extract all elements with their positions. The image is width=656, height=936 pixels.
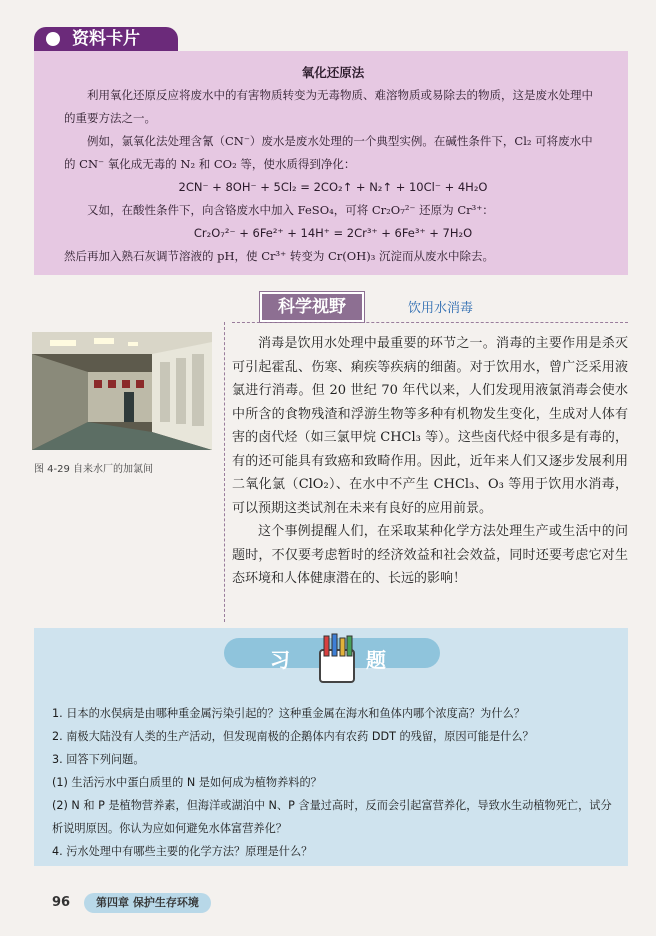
article-paragraph-2: 这个事例提醒人们，在采取某种化学方法处理生产或生活中的问题时，不仅要考虑暂时的经济效益和社会效益，同时还要考虑它对生态环境和人体健康潜在的、长远的影响！: [232, 524, 628, 586]
card-paragraph-1: 利用氧化还原反应将废水中的有害物质转变为无毒物质、难溶物质或易除去的物质，这是废水处理中的重要方法之一。: [64, 88, 593, 125]
science-vision-badge: 科学视野: [260, 292, 364, 322]
science-vision-article: [232, 332, 628, 591]
card-paragraph-3: 又如，在酸性条件下，向含铬废水中加入 FeSO₄，可将 Cr₂O₇²⁻ 还原为 Cr³⁺：: [87, 203, 494, 217]
exercises-heading-left: 习: [270, 648, 290, 672]
page-number: 96: [52, 895, 71, 910]
chapter-label: 第四章 保护生存环境: [84, 893, 211, 913]
exercise-item: 4. 污水处理中有哪些主要的化学方法？原理是什么？: [52, 845, 313, 858]
divider: [232, 322, 628, 323]
divider: [224, 322, 225, 622]
material-card: [34, 51, 628, 275]
exercise-item: (1) 生活污水中蛋白质里的 N 是如何成为植物养料的？: [52, 776, 322, 789]
material-card-tab: [34, 27, 178, 51]
card-title: 氧化还原法: [301, 65, 365, 80]
exercise-item: 1. 日本的水俣病是由哪种重金属污染引起的？这种重金属在海水和鱼体内哪个浓度高？为什么？: [52, 707, 525, 720]
exercises-section: [34, 628, 628, 866]
exercise-item: 3. 回答下列问题。: [52, 753, 145, 766]
material-card-label: 资料卡片: [72, 29, 140, 49]
exercise-item: (2) N 和 P 是植物营养素，但海洋或湖泊中 N、P 含量过高时，反而会引起富营养化，导致水生动植物死亡，试分析说明原因。你认为应如何避免水体富营养化？: [52, 799, 612, 835]
exercises-heading-right: 题: [366, 648, 386, 672]
equation-1: 2CN⁻ + 8OH⁻ + 5Cl₂ = 2CO₂↑ + N₂↑ + 10Cl⁻ + 4H₂O: [178, 180, 488, 194]
card-paragraph-4: 然后再加入熟石灰调节溶液的 pH，使 Cr³⁺ 转变为 Cr(OH)₃ 沉淀而从废水中除去。: [64, 249, 494, 263]
exercise-list: [52, 702, 622, 863]
figure-caption: 图 4-29 自来水厂的加氯间: [34, 464, 154, 475]
science-vision-title: 饮用水消毒: [408, 301, 474, 316]
card-paragraph-2: 例如，氯氧化法处理含氰（CN⁻）废水是废水处理的一个典型实例。在碱性条件下，Cl₂ 可将废水中的 CN⁻ 氧化成无毒的 N₂ 和 CO₂ 等，使水质得到净化：: [64, 134, 593, 171]
exercise-item: 2. 南极大陆没有人类的生产活动，但发现南极的企鹅体内有农药 DDT 的残留，原因可能是什么？: [52, 730, 534, 743]
pencil-cup-icon: [316, 632, 360, 684]
equation-2: Cr₂O₇²⁻ + 6Fe²⁺ + 14H⁺ = 2Cr³⁺ + 6Fe³⁺ + 7H₂O: [193, 226, 473, 240]
bullet-icon: [46, 32, 60, 46]
article-paragraph-1: 消毒是饮用水处理中最重要的环节之一。消毒的主要作用是杀灭可引起霍乱、伤寒、痢疾等疾病的细菌。对于饮用水，曾广泛采用液氯进行消毒。但 20 世纪 70 年代以来，人们发现用液氯消毒会使水中所含的食物残渣和浮游生物等多种有机物发生变化，生成对人体有害的卤代烃（如三氯甲烷 CHCl₃ 等）。这些卤代烃中很多是有毒的，有的还可能具有致癌和致畸作用。因此，近年来人们又逐步发展利用二氧化氯（ClO₂）、在水中不产生 CHCl₃、O₃ 等用于饮用水消毒，可以预期这类试剂在未来有良好的应用前景。: [232, 336, 628, 516]
chlorination-room-photo: [32, 332, 212, 450]
